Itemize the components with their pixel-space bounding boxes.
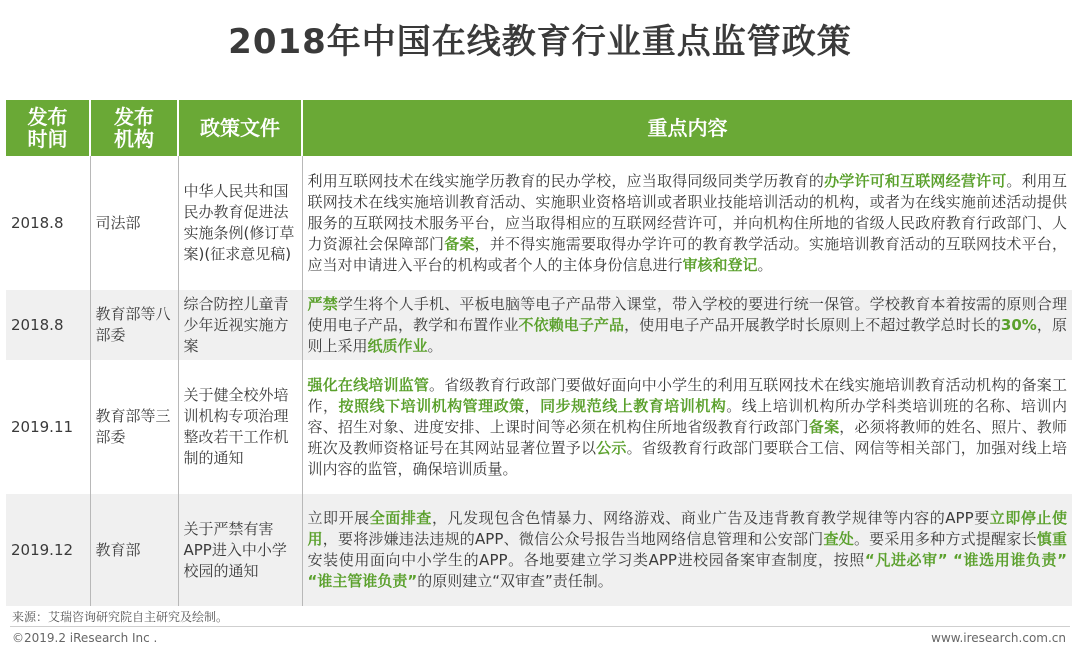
cell-content [302, 494, 1072, 606]
cell-doc: 综合防控儿童青少年近视实施方案 [178, 290, 302, 360]
table-header-row [6, 100, 1072, 156]
highlight-text: 查处 [823, 530, 854, 548]
cell-org: 教育部 [90, 494, 178, 606]
table-row [6, 360, 1072, 494]
content-text: 利用互联网技术在线实施学历教育的民办学校，应当取得同级同类学历教育的 [307, 171, 825, 190]
content-text: 。 [427, 336, 443, 355]
content-text: 。省级教育行政部门要做好面向中小学生的利用互联网技术在线实施培训教育活动机构的备案工作， [307, 375, 1067, 415]
cell-doc: 中华人民共和国民办教育促进法实施条例(修订草案)(征求意见稿) [178, 156, 302, 290]
highlight-text: 全面排查 [369, 509, 432, 527]
content-text: ，必须将教师的姓名、照片、教师班次及教师资格证号在其网站显著位置予以 [307, 417, 1067, 457]
highlight-text: 备案 [808, 417, 840, 436]
cell-doc: 关于严禁有害APP进入中小学校园的通知 [178, 494, 302, 606]
policy-table [6, 100, 1072, 606]
content-text: 。 [757, 255, 773, 274]
table-row [6, 290, 1072, 360]
highlight-text: 强化在线培训监管 [307, 375, 430, 394]
highlight-text: 纸质作业 [367, 336, 428, 355]
website-text: www.iresearch.com.cn [931, 631, 1066, 645]
content-text: ，原则上采用 [307, 315, 1067, 355]
header-org [90, 100, 178, 156]
page-title: 2018年中国在线教育行业重点监管政策 [228, 22, 852, 62]
cell-org: 教育部等八部委 [90, 290, 178, 360]
cell-doc: 关于健全校外培训机构专项治理整改若干工作机制的通知 [178, 360, 302, 494]
highlight-text: 按照线下培训机构管理政策 [338, 396, 525, 415]
highlight-text: 备案 [444, 234, 475, 253]
content-text: 的原则建立“双审查”责任制。 [417, 572, 613, 590]
highlight-text: 公示 [596, 438, 627, 457]
cell-content [302, 360, 1072, 494]
header-doc [178, 100, 302, 156]
content-text: 安装使用面向中小学生的APP。各地要建立学习类APP进校园备案审查制度，按照 [307, 551, 865, 569]
content-text: ，凡发现包含色情暴力、网络游戏、商业广告及违背教育教学规律等内容的APP要 [431, 509, 990, 527]
header-content [302, 100, 1072, 156]
content-text: 。省级教育行政部门要联合工信、网信等相关部门，加强对线上培训内容的监管，确保培训质量。 [307, 438, 1067, 478]
header-org-label: 发布 机构 [114, 105, 154, 151]
source-note: 来源：艾瑞咨询研究院自主研究及绘制。 [12, 610, 229, 624]
highlight-text: 严禁 [307, 294, 338, 313]
cell-time: 2019.12 [6, 494, 90, 606]
table-row [6, 494, 1072, 606]
copyright-text: ©2019.2 iResearch Inc . [12, 631, 158, 645]
content-text: 。利用互联网技术在线实施培训教育活动、实施职业资格培训或者职业技能培训活动的机构，或者为在线实施前述活动提供服务的互联网技术服务平台，应当取得相应的互联网经营许可，并向机构住所地的省级人民政府教育行政部门、人力资源社会保障部门 [307, 171, 1067, 253]
content-text: ， [524, 396, 541, 415]
content-text: 。线上培训机构所办学科类培训班的名称、培训内容、招生对象、进度安排、上课时间等必须在机构住所地省级教育行政部门 [307, 396, 1067, 436]
highlight-text: 慎重 [1036, 530, 1067, 548]
highlight-text: 同步规范线上教育培训机构 [540, 396, 727, 415]
cell-org: 司法部 [90, 156, 178, 290]
highlight-text: “凡进必审” [864, 551, 948, 569]
content-text: 。要采用多种方式提醒家长 [853, 530, 1037, 548]
cell-content [302, 290, 1072, 360]
content-text: 学生将个人手机、平板电脑等电子产品带入课堂，带入学校的要进行统一保管。学校教育本着按需的原则合理使用电子产品，教学和布置作业 [307, 294, 1067, 334]
content-text: 立即开展 [307, 509, 370, 527]
content-text: ，使用电子产品开展教学时长原则上不超过教学总时长的 [624, 315, 1001, 334]
cell-time: 2018.8 [6, 156, 90, 290]
highlight-text: 不依赖电子产品 [518, 315, 625, 334]
header-content-label: 重点内容 [647, 116, 728, 140]
highlight-text: 立即停止使用 [307, 509, 1067, 548]
highlight-text: 办学许可和互联网经营许可 [824, 171, 1007, 190]
table-row [6, 156, 1072, 290]
highlight-text: 30% [1000, 315, 1037, 334]
highlight-text: “谁选用谁负责” [953, 551, 1068, 569]
header-time [6, 100, 90, 156]
header-time-label: 发布 时间 [27, 105, 68, 151]
header-doc-label: 政策文件 [200, 116, 280, 140]
cell-org: 教育部等三部委 [90, 360, 178, 494]
content-text: ，并不得实施需要取得办学许可的教育教学活动。实施培训教育活动的互联网技术平台，应当对申请进入平台的机构或者个人的主体身份信息进行 [307, 234, 1067, 274]
content-text: ，要将涉嫌违法违规的APP、微信公众号报告当地网络信息管理和公安部门 [322, 530, 824, 548]
cell-time: 2018.8 [6, 290, 90, 360]
highlight-text: 审核和登记 [682, 255, 758, 274]
cell-content [302, 156, 1072, 290]
highlight-text: “谁主管谁负责” [307, 572, 418, 590]
footer-divider [10, 626, 1070, 627]
cell-time: 2019.11 [6, 360, 90, 494]
